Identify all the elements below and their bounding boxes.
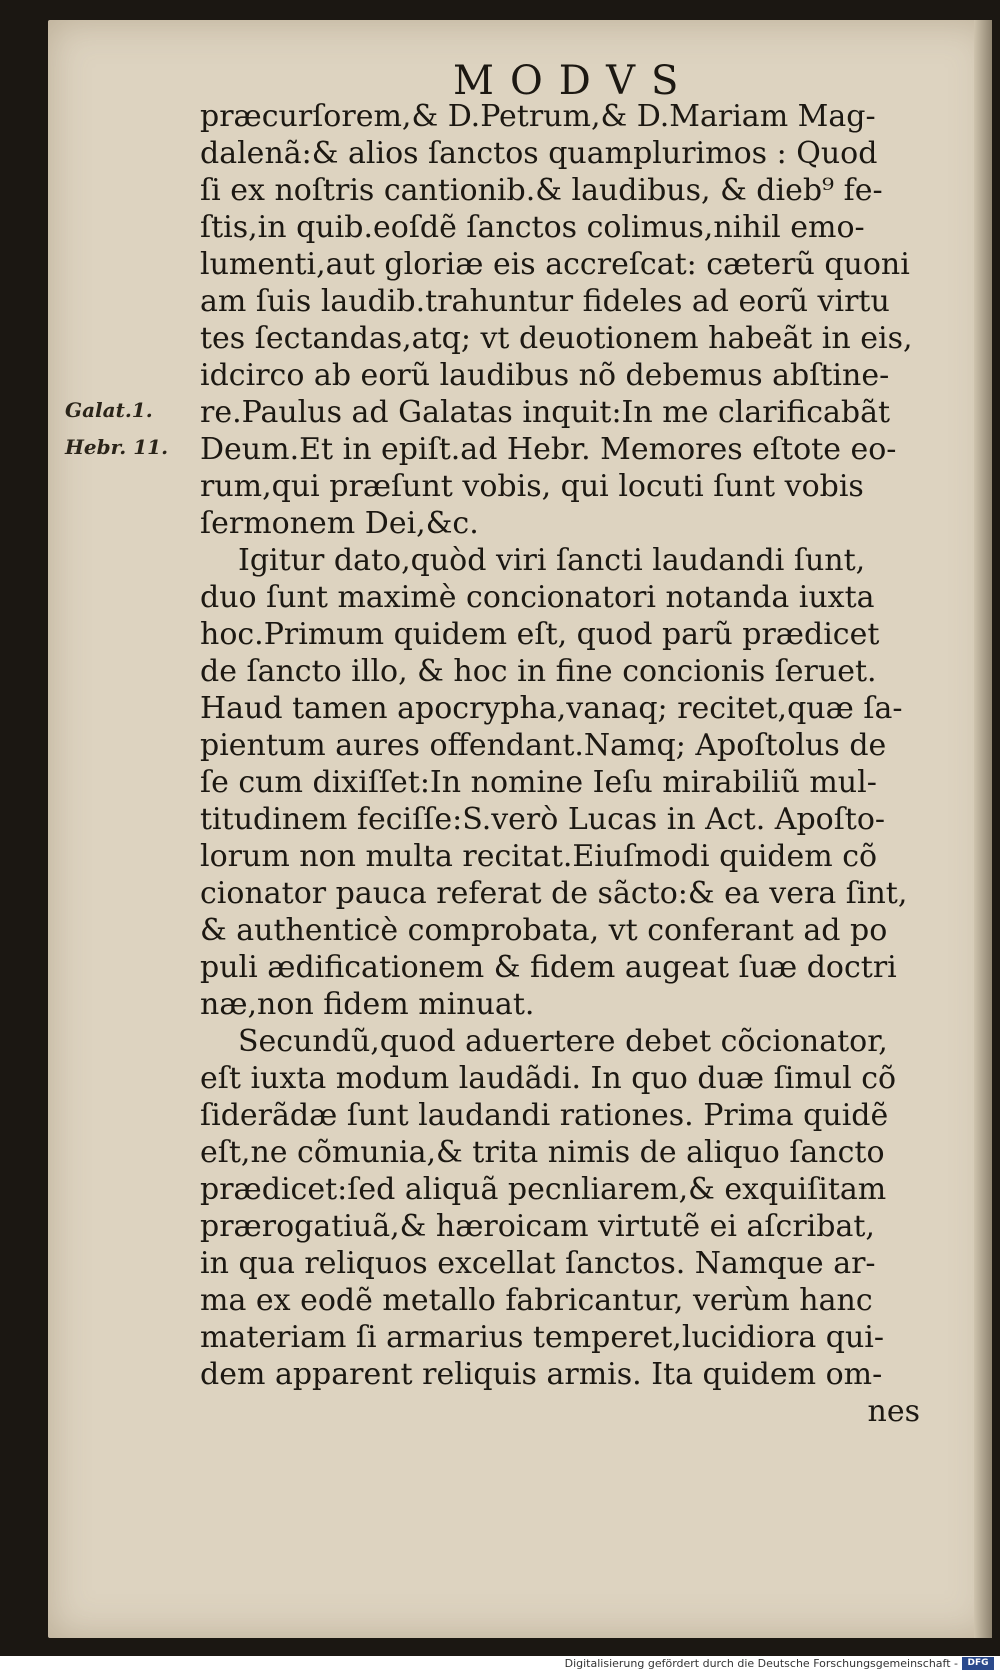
- text-line: præcurſorem,& D.Petrum,& D.Mariam Mag-: [200, 99, 876, 134]
- catchword: nes: [867, 1394, 920, 1429]
- text-line: am ſuis laudib.trahuntur fideles ad eorũ virtu: [200, 284, 890, 319]
- text-line: ſe cum dixiſſet:In nomine Ieſu mirabiliũ mul-: [200, 765, 877, 800]
- text-line: rum,qui præſunt vobis, qui locuti ſunt vobis: [200, 469, 864, 504]
- text-line: Deum.Et in epiſt.ad Hebr. Memores eſtote eo-: [200, 432, 897, 467]
- margin-note: Hebr. 11.: [65, 435, 169, 459]
- text-line: puli ædificationem & fidem augeat ſuæ doctri: [200, 950, 897, 985]
- text-line: tes ſectandas,atq; vt deuotionem habeãt in eis,: [200, 321, 913, 356]
- text-line: Secundũ,quod aduertere debet cõcionator,: [238, 1024, 888, 1059]
- text-line: re.Paulus ad Galatas inquit:In me clarificabãt: [200, 395, 891, 430]
- running-title: MODVS: [453, 58, 695, 104]
- body-text: [200, 98, 940, 1430]
- margin-note: Galat.1.: [65, 398, 153, 422]
- text-line: eſt,ne cõmunia,& trita nimis de aliquo ſancto: [200, 1135, 885, 1170]
- text-line: ſiderãdæ ſunt laudandi rationes. Prima quidẽ: [200, 1098, 889, 1133]
- text-line: næ,non fidem minuat.: [200, 987, 535, 1022]
- text-line: titudinem feciſſe:S.verò Lucas in Act. Apoſto-: [200, 802, 886, 837]
- text-line: lumenti,aut gloriæ eis accreſcat: cæterũ quoni: [200, 247, 910, 282]
- text-line: ma ex eodẽ metallo fabricantur, verùm hanc: [200, 1283, 873, 1318]
- text-line: prædicet:ſed aliquã pecnliarem,& exquiſitam: [200, 1172, 887, 1207]
- text-line: de ſancto illo, & hoc in fine concionis ſeruet.: [200, 654, 877, 689]
- text-line: in qua reliquos excellat ſanctos. Namque ar-: [200, 1246, 876, 1281]
- page-spine-shadow: [974, 20, 992, 1638]
- text-line: ſtis,in quib.eoſdẽ ſanctos colimus,nihil emo-: [200, 210, 865, 245]
- text-line: lorum non multa recitat.Eiuſmodi quidem cõ: [200, 839, 878, 874]
- text-line: Haud tamen apocrypha,vanaq; recitet,quæ ſa-: [200, 691, 903, 726]
- text-line: pientum aures offendant.Namq; Apoſtolus de: [200, 728, 887, 763]
- text-line: duo ſunt maximè concionatori notanda iuxta: [200, 580, 875, 615]
- footer-bar: [0, 1656, 1000, 1672]
- text-line: dem apparent reliquis armis. Ita quidem om-: [200, 1357, 883, 1392]
- text-line: ſi ex noſtris cantionib.& laudibus, & dieb⁹ fe-: [200, 173, 883, 208]
- text-line: materiam ſi armarius temperet,lucidiora qui-: [200, 1320, 885, 1355]
- text-line: hoc.Primum quidem eſt, quod parũ prædicet: [200, 617, 880, 652]
- text-line: dalenã:& alios ſanctos quamplurimos : Quod: [200, 136, 878, 171]
- text-line: ſermonem Dei,&c.: [200, 506, 479, 541]
- text-line: idcirco ab eorũ laudibus nõ debemus abſtine-: [200, 358, 890, 393]
- funding-notice: Digitalisierung gefördert durch die Deutsche Forschungsgemeinschaft -: [564, 1657, 958, 1670]
- text-line: cionator pauca referat de sãcto:& ea vera ſint,: [200, 876, 908, 911]
- text-line: Igitur dato,quòd viri ſancti laudandi ſunt,: [238, 543, 866, 578]
- dfg-logo-icon: DFG: [962, 1657, 994, 1670]
- text-line: & authenticè comprobata, vt conferant ad po: [200, 913, 888, 948]
- margin-notes: [65, 392, 168, 466]
- text-line: eſt iuxta modum laudãdi. In quo duæ ſimul cõ: [200, 1061, 897, 1096]
- text-line: prærogatiuã,& hæroicam virtutẽ ei aſcribat,: [200, 1209, 875, 1244]
